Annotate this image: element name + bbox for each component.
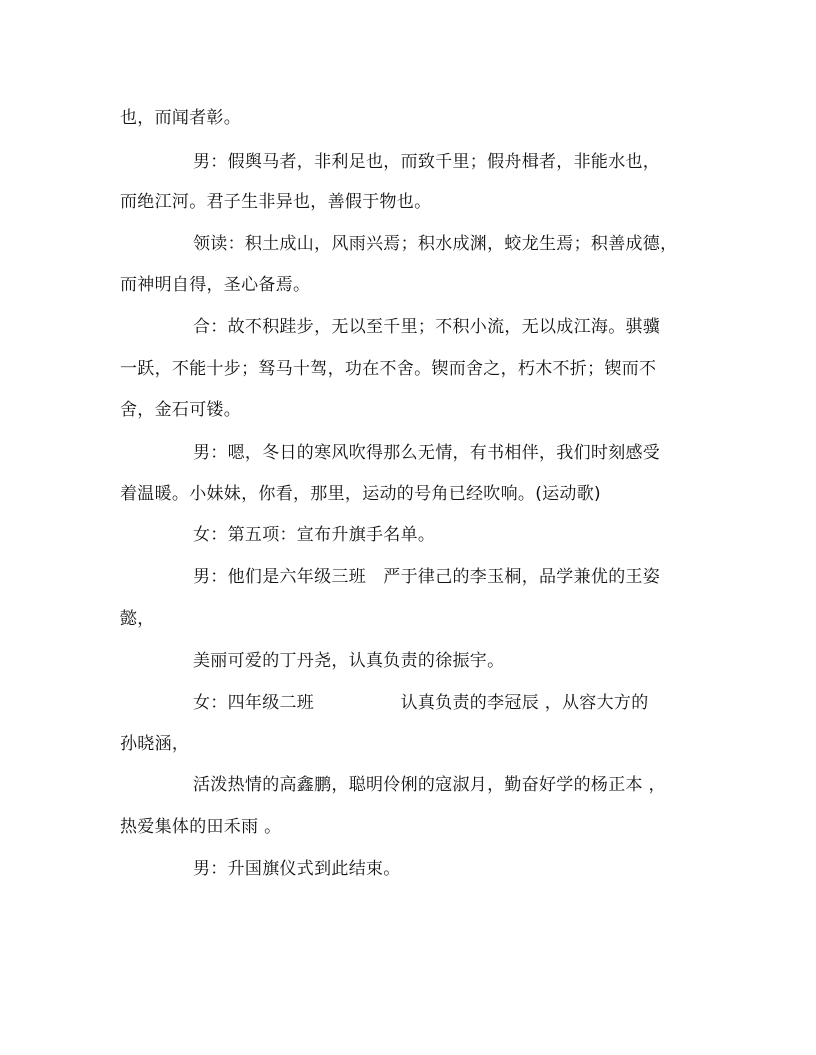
text-line: 活泼热情的高鑫鹏，聪明伶俐的寇淑月，勤奋好学的杨正本 ， [193,775,666,795]
text-line: 男：他们是六年级三班 严于律己的李玉桐，品学兼优的王姿 [193,567,661,587]
text-line: 而神明自得，圣心备焉。 [120,275,311,295]
text-line: 男：假舆马者，非利足也，而致千里；假舟楫者，非能水也， [193,152,661,172]
text-line: 也，而闻者彰。 [120,108,242,128]
text-line: 一跃，不能十步；驽马十驾，功在不舍。锲而舍之，朽木不折；锲而不 [120,359,657,379]
text-line: 男：升国旗仪式到此结束。 [193,859,401,879]
text-line: 合：故不积跬步，无以至千里；不积小流，无以成江海。骐骥 [193,317,661,337]
text-line: 领读：积土成山，风雨兴焉；积水成渊，蛟龙生焉；积善成德， [193,234,678,254]
text-line: 女：第五项：宣布升旗手名单。 [193,525,436,545]
text-line: 男：嗯，冬日的寒风吹得那么无情，有书相伴，我们时刻感受 [193,443,661,463]
text-line: 着温暖。小妹妹，你看，那里，运动的号角已经吹响。(运动歌) [120,484,601,504]
text-line: 而绝江河。君子生非异也，善假于物也。 [120,192,432,212]
text-line: 女：四年级二班 认真负责的李冠辰 ，从容大方的 [193,693,649,713]
text-line: 懿， [120,609,155,629]
text-line: 舍，金石可镂。 [120,400,242,420]
text-line: 热爱集体的田禾雨 。 [120,817,282,837]
text-line: 美丽可爱的丁丹尧，认真负责的徐振宇。 [193,651,505,671]
text-line: 孙晓涵， [120,734,190,754]
